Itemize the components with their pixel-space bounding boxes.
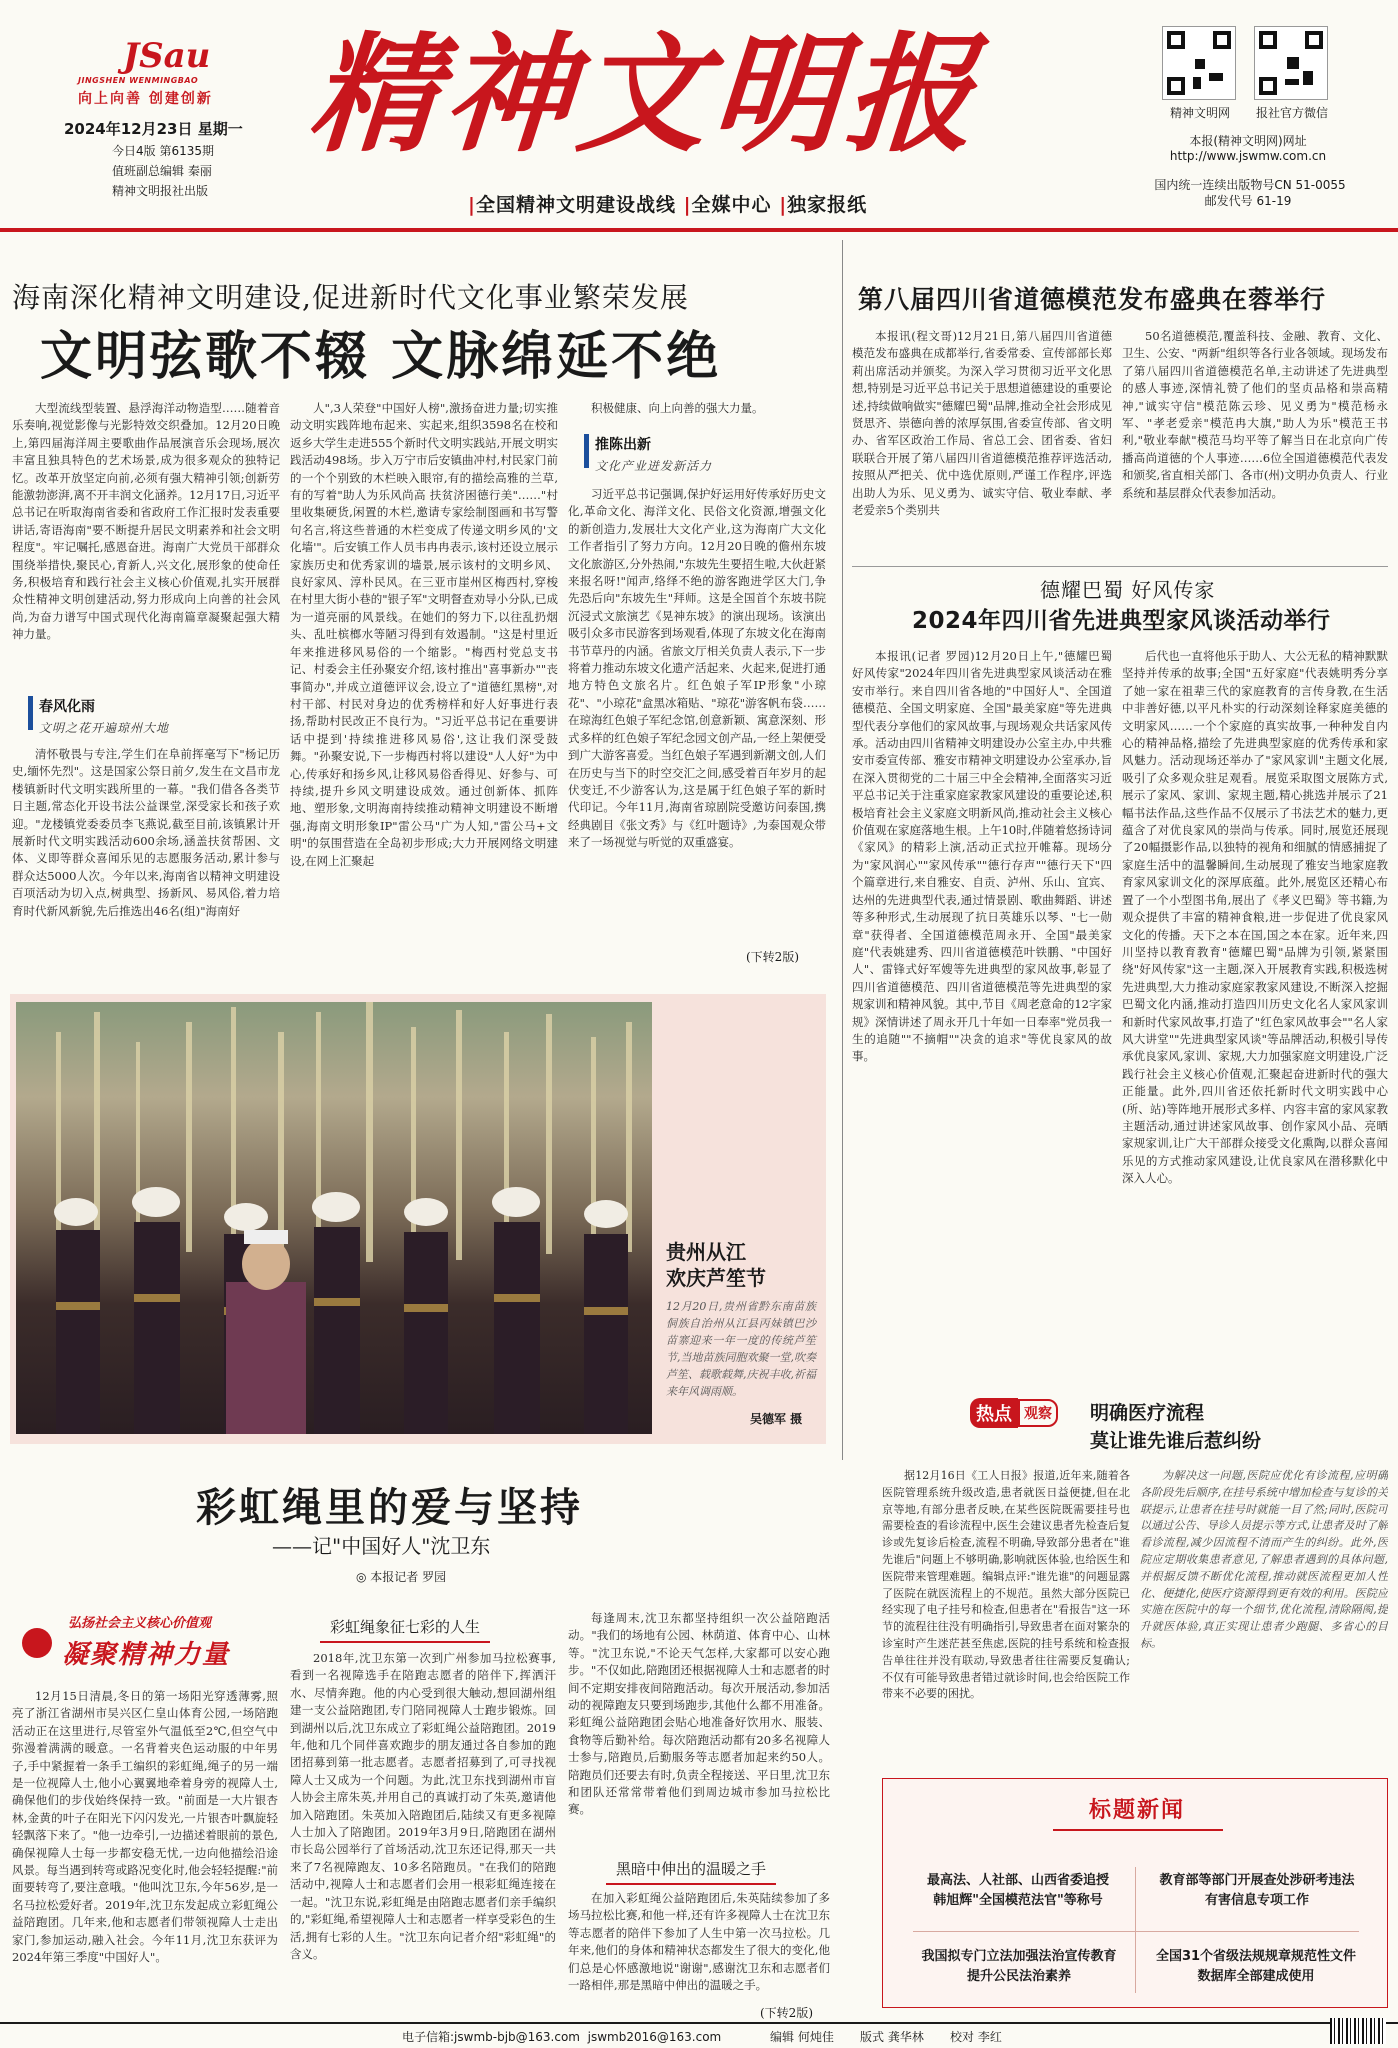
article-body: 2018年,沈卫东第一次到广州参加马拉松赛事,看到一名视障选手在陪跑志愿者的陪伴下,挥洒汗水、尽情奔跑。他的内心受到很大触动,想回湖州组建一支公益陪跑团,专门陪同视障人士跑步锻炼。回到湖州以后,沈卫东成立了彩虹绳公益陪跑团。2019年,他和几个同伴喜欢跑步的朋友通过各自参加的跑团招募到第一批志愿者。志愿者招募到了,可寻找视障人士又成为一个问题。为此,沈卫东找到湖州市盲人协会主席朱英,并用自己的真诚打动了朱英,邀请他加入陪跑团。朱英加入陪跑团后,陆续又有更多视障人士加入了陪跑团。2019年3月9日,陪跑团在湖州市长岛公园举行了首场活动,沈卫东还记得,那天一共来了7名视障跑友、10多名陪跑员。"在我们的陪跑活动中,视障人士和志愿者们会用一根彩虹绳连接在一起。"沈卫东说,彩虹绳是由陪跑志愿者们亲手编织的,"彩虹绳,希望视障人士和志愿者一样享受彩色的生活,拥有七彩的人生。"沈卫东向记者介绍"彩虹绳"的含义。 [290,1651,556,1961]
article-body: 本报讯(记者 罗园)12月20日上午,"德耀巴蜀 好风传家"2024年四川省先进典型家风谈活动在雅安市举行。来自四川省各地的"中国好人"、全国道德模范、全国文明家庭、全国"最美家庭"等先进典型代表分享他们的家风故事,与现场观众共话家风传承。活动由四川省精神文明建设办公室主办,中共雅安市委宣传部、雅安市精神文明建设办公室承办,旨在深入贯彻党的二十届三中全会精神,全面落实习近平总书记关于注重家庭家教家风建设的重要论述,积极培育社会主义家庭文明新风尚,推动社会主义核心价值观在家庭落地生根。上午10时,伴随着悠扬诗词《家风》的精彩上演,活动正式拉开帷幕。现场分为"家风润心""家风传承""德行存声""德行天下"四个篇章进行,来自雅安、自贡、泸州、乐山、宜宾、达州的先进典型代表,通过情景剧、歌曲舞蹈、讲述等多种形式,生动展现了抗日英雄乐以琴、"七一勋章"获得者、全国道德模范周永开、全国"最美家庭"代表姚建秀、四川省道德模范叶铁鹏、"中国好人"、雷锋式好军嫂等先进典型的家风故事,彰显了四川省道德模范、四川省道德模范等先进典型的家规家训和精神风貌。其中,节目《周老意命的12字家规》深情讲述了周永开几十年如一日奉率"党员我一生的追随""不摘帽""决贪的追求"等优良家风的故事。 [852,649,1112,1064]
article-body: 据12月16日《工人日报》报道,近年来,随着各医院管理系统升级改造,患者就医日益便捷,但在北京等地,有部分患者反映,在某些医院既需要挂号也需要检查的看诊流程中,医生会建议患者先检查后复诊或先复诊后检查,流程不明确,导致部分患者在"谁先谁后"问题上不够明确,影响就医体验,也给医生和医院带来管理难题。编辑点评:"谁先谁"的问题显露了医院在就医流程上的不规范。虽然大部分医院已经实现了电子挂号和检查,但患者在"看报告"这一环节的流程往往没有明确指引,导致患者在面对繁杂的诊室时产生迷茫甚至焦虑,医院的挂号系统和检查报告单往往并没有联动,导致患者往往需要反复确认;不仅有可能导致患者错过就诊时间,也会给医院工作带来不必要的困扰。 [882,1469,1130,1701]
slogan: 向上向善 创建创新 [78,91,213,107]
news-item[interactable]: 我国拟专门立法加强法治宣传教育提升公民法治素养 [921,1949,1117,1984]
site-line1: 本报(精神文明网)网址 [1189,134,1307,148]
news-box [882,1778,1388,2008]
slogan-bar: |全国精神文明建设战线 |全媒中心 |独家报纸 [468,194,868,216]
news-divider [913,1931,1359,1932]
column-divider [842,240,843,1460]
logo-sub: JINGSHEN WENMINGBAO [78,76,199,85]
article-body: 人",3人荣登"中国好人榜",激扬奋进力量;切实推动文明实践阵地布起来、实起来,组织3598名在校和返乡大学生走进555个新时代文明实践站,开展文明实践活动498场。步入万宁市后安镇曲冲村,村民家门前的一个个别致的木栏映入眼帘,有的描绘高雅的兰草,有的写着"助人为乐风尚高 扶贫济困德行美"……"村里收集硬货,闲置的木栏,邀请专家绘制图画和书写警句名言,将这些普通的木栏变成了传递文明乡风的'文化墙'"。后安镇工作人员韦冉冉表示,该村还设立展示家族历史和优秀家训的墙景,展示该村的文明乡风、良好家风、淳朴民风。在三亚市崖州区梅西村,穿梭在村里大街小巷的"银子军"文明督查劝导小分队,已成为一道亮丽的风景线。在她们的努力下,以往乱扔烟头、乱吐槟榔水等陋习得到有效遏制。"这是村里近年来推进移风易俗的一个缩影。"梅西村党总支书记、村委会主任孙聚安介绍,该村推出"喜事新办""丧事简办",并成立道德评议会,设立了"道德红黑榜",对村干部、村民对身边的优秀榜样和好人好事进行表扬,帮助村民改正不良行为。"习近平总书记在重要讲话中提到'持续推进移风易俗',这让我们深受鼓舞。"孙聚安说,下一步梅西村将以建设"人人好"为中心,传承好和扬乡风,让移风易俗香得见、好参与、可持续,提升乡风文明建设成效。通过创新体、抓阵地、塑形象,文明海南持续推动精神文明建设不断增强,海南文明形象IP"雷公马"广为人知,"雷公马+文明"的氛围营造在全岛初步形成;大力开展网络文明建设,在网上汇聚起 [290,401,558,868]
article-body: 50名道德模范,覆盖科技、金融、教育、文化、卫生、公安、"两新"组织等各行业各领域。现场发布了第八届四川省道德模范名单,主动讲述了先进典型的感人事迹,深情礼赞了他们的坚贞品格和崇高精神,"诚实守信"模范陈云珍、见义勇为"模范杨永军、"孝老爱亲"模范冉大旗,"助人为乐"模范王书利,"敬业奉献"模范马均平等了解当日在北京向广传播高尚道德的个人事迹……6位全国道德模范代表发和颁奖,省直相关部门、各市(州)文明办负责人、行业系统和基层群众代表参加活动。 [1122,329,1388,500]
lead-col-3a [568,400,826,420]
article-body: 每逢周末,沈卫东都坚持组织一次公益陪跑活动。"我们的场地有公园、林荫道、体育中心、山林等。"沈卫东说,"不论天气怎样,大家都可以安心跑步。"不仅如此,陪跑团还根据视障人士和志愿者的时间不定期安排夜间陪跑活动。每次开展活动,参加活动的视障跑友只要到场跑步,其他什么都不用准备。彩虹绳公益陪跑团会贴心地准备好饮用水、服装、食物等后勤补给。每次陪跑活动都有20多名视障人士参与,陪跑员,后勤服务等志愿者加起来约50人。陪跑员们还要去有时,负责全程接送、平日里,沈卫东和团队还常常带着他们到周边城市参加马拉松比赛。 [568,1611,830,1817]
article-body: 后代也一直将他乐于助人、大公无私的精神默默坚持并传承的故事;全国"五好家庭"代表姚明秀分享了她一家在祖辈三代的家庭教育的言传身教,在生活中非善好德,以平凡朴实的行动深刻诠释家庭美德的文明家风……一个个家庭的真实故事,一种种发自内心的精神品格,描绘了先进典型家庭的优秀传承和家风魅力。活动现场还举办了"家风家训"主题文化展,吸引了众多观众驻足观看。展览采取图文展陈方式,展示了家风、家训、家规主题,精心挑选并展示了21幅书法作品,这些作品不仅展示了书法艺术的魅力,更蕴含了对优良家风的崇尚与传承。同时,展览还展现了20幅摄影作品,以独特的视角和细腻的情感捕捉了家庭生活中的温馨瞬间,生动展现了雅安当地家庭教育家风家训文化的深厚底蕴。此外,展览区还精心布置了一个小型图书角,展出了《孝义巴蜀》等书籍,为观众提供了丰富的精神食粮,进一步促进了优良家风文化的传播。天下之本在国,国之本在家。近年来,四川坚持以教育教育"德耀巴蜀"品牌为引领,紧紧围绕"好风传家"这一主题,深入开展教育实践,积极选树先进典型,大力推动家庭家教家风建设,不断深入挖掘巴蜀文化内涵,推动打造四川历史文化名人家风家训和新时代家风故事,打造了"红色家风故事会""名人家风大讲堂""先进典型家风谈"等品牌活动,积极引导传承优良家风,家训、家规,大力加强家庭文明建设,广泛践行社会主义核心价值观,汇聚起奋进新时代的强大正能量。此外,四川省还依托新时代文明实践中心(所、站)等阵地开展形式多样、内容丰富的家风家教主题活动,通过讲述家风故事、创作家风小品、亮晒家规家训,让广大干部群众接受文化熏陶,以群众喜闻乐见的方式推动家风建设,让优良家风在潜移默化中深入人心。 [1122,649,1388,1186]
article-body: 积极健康、向上向善的强大力量。 [591,401,764,415]
commentary-col-1 [882,1468,1130,1764]
badge-line-2: 凝聚精神力量 [62,1640,231,1670]
caption-text: 12月20日,贵州省黔东南苗族侗族自治州从江县丙妹镇巴沙苗寨迎来一年一度的传统芦笙节,当地苗族同胞欢聚一堂,吹奏芦笙、载歌载舞,庆祝丰收,祈福来年风调雨顺。 [666,1300,816,1398]
cn-line: 国内统一连续出版物号CN 51-0055 [1154,178,1346,192]
masthead [0,0,1398,232]
right-top-headline: 第八届四川省道德模范发布盛典在蓉举行 [858,285,1327,314]
qr2-label: 报社官方微信 [1255,106,1328,120]
qr-code [1162,26,1236,100]
photo-credit: 吴德军 摄 [750,1412,803,1426]
news-item[interactable]: 全国31个省级法规规章规范性文件数据库全部建成使用 [1155,1949,1357,1984]
lead-col-1 [12,400,280,700]
section-title-2: 黑暗中伸出的温暖之手 [606,1854,776,1885]
article-body: 大型流线型装置、悬浮海洋动物造型……随着音乐奏响,视觉影像与光影特效交织叠加。12月20日晚上,第四届海洋周主要歌曲作品展演音乐会现场,展次丰富且独具特色的艺术场景,成为很多观众的独特记忆。改革开放坚定向前,必须有强大精神引领;创新劳能激勃澎湃,离不开丰润文化涵养。12月17日,习近平总书记在听取海南省委和省政府工作汇报时发表重要讲话,寄语海南"要不断提升居民文明素养和社会文明程度"。牢记嘱托,感恩奋进。海南广大党员干部群众围绕举措快,聚民心,育新人,兴文化,展形象的使命任务,积极培育和践行社会主义核心价值观,扎实开展群众性精神文明创建活动,努力形成向上向善的社会风尚,为奋力谱写中国式现代化海南篇章凝聚起强大精神力量。 [12,401,280,642]
footer-layout: 版式 龚华林 [860,2030,924,2044]
subhead-spring [28,696,169,736]
lead-col-3 [568,486,826,942]
news-item[interactable]: 教育部等部门开展查处涉研考违法有害信息专项工作 [1159,1873,1355,1908]
publisher-line: 精神文明报社出版 [112,184,209,198]
right-mid-kicker: 德耀巴蜀 好风传家 [1040,578,1216,602]
feature-col-1 [12,1688,278,2018]
article-body: 清怀敬畏与专注,学生们在阜前挥毫写下"杨记历史,缅怀先烈"。这是国家公祭日前夕,发生在文昌市龙楼镇新时代文明实践所里的一幕。"我们借各各类节日主题,常态化开设书法公益课堂,深受家长和孩子欢迎。"龙楼镇党委委员李飞燕说,截至目前,该镇累计开展新时代文明实践活动600余场,涵盖扶贫帮困、文体、义即等群众喜闻乐见的志愿服务活动,累计参与群众达5000人次。今年以来,海南省以精神文明建设百项活动为切入点,树典型、扬新风、易风俗,着力培育时代新风新貌,先后推选出46名(组)"海南好 [12,747,280,918]
values-badge [14,1610,270,1678]
commentary-headline-1: 明确医疗流程 [1090,1402,1205,1424]
masthead-rule [0,228,1398,232]
news-box-underline [1053,1829,1223,1831]
subhead-title: 春风化雨 [39,699,95,715]
slogan-item: 全国精神文明建设战线 [475,194,676,216]
article-body: 为解决这一问题,医院应优化有诊流程,应明确各阶段先后顺序,在挂号系统中增加检查与复诊的关联提示,让患者在挂号时就能一目了然;同时,医院可以通过公告、导诊人员提示等方式,让患者及时了解看诊流程,减少因流程不清而产生的纠纷。此外,医院应定期收集患者意见,了解患者遇到的具体问题,并根据反馈不断优化流程,推动就医流程更加人性化、便捷化,使医疗资源得到更有效的利用。医院应实施在医院中的每一个细节,优化流程,清除隔阂,提升就医体验,真正实现让患者少跑腿、多省心的目标。 [1140,1469,1388,1650]
hotspot-badge [970,1398,1058,1428]
right-mid-col-1 [852,648,1112,1438]
feature-col-3b [568,1890,830,2002]
festival-photo [16,1002,652,1434]
date-line: 2024年12月23日 星期一 [64,120,243,138]
jump-note: (下转2版) [760,2006,813,2020]
article-body: 本报讯(程文哥)12月21日,第八届四川省道德模范发布盛典在成都举行,省委常委、宣传部部长郑莉出席活动并颁奖。为深入学习贯彻习近平文化思想,特别是习近平总书记关于思想道德建设的重要论述,持续做响做实"德耀巴蜀"品牌,推动全社会形成见贤思齐、崇德向善的浓厚氛围,省委宣传部、省文明办、省军区政治工作局、省总工会、团省委、省妇联联合开展了第八届四川省道德模范推荐评选活动,按照从严把关、优中选优原则,严谨工作程序,评选出助人为乐、见义勇为、诚实守信、敬业奉献、孝老爱亲5个类别共 [852,329,1112,518]
commentary-headline-2: 莫让谁先谁后惹纠纷 [1090,1430,1262,1452]
footer [0,2028,1398,2046]
footer-email: 电子信箱:jswmb-bjb@163.com jswmb2016@163.com [402,2030,722,2044]
slogan-item: 全媒中心 [691,194,772,216]
article-body: 在加入彩虹绳公益陪跑团后,朱英陆续参加了多场马拉松比赛,和他一样,还有许多视障人士在沈卫东等志愿者的陪伴下参加了人生中第一次马拉松。几年来,他们的身体和精神状态都发生了很大的变化,他们总是心怀感激地说"谢谢",感谢沈卫东和志愿者们一路相伴,那是黑暗中伸出的温暖之手。 [568,1891,830,1993]
badge-line-1: 弘扬社会主义核心价值观 [68,1616,212,1631]
feature-col-3a [568,1610,830,1844]
footer-rule [0,2022,1398,2024]
feature-col-2 [290,1650,556,2018]
caption-title-1: 贵州从江 [666,1240,746,1264]
logo [78,36,258,106]
photo-illustration [16,1002,652,1434]
subhead-title: 推陈出新 [595,437,651,453]
hotspot-tag: 观察 [1018,1399,1058,1427]
feature-byline: ◎ 本报记者 罗园 [356,1570,447,1584]
feature-headline: 彩虹绳里的爱与坚持 [196,1485,583,1531]
hotspot-tag: 热点 [970,1398,1018,1428]
feature-subhead: ——记"中国好人"沈卫东 [272,1534,491,1558]
lead-kicker: 海南深化精神文明建设,促进新时代文化事业繁荣发展 [12,281,689,314]
news-item[interactable]: 最高法、人社部、山西省委追授韩旭辉"全国模范法官"等称号 [926,1873,1109,1908]
subhead-innovate [584,434,712,474]
section-title-1: 彩虹绳象征七彩的人生 [320,1612,490,1643]
photo-feature [10,994,826,1444]
lead-headline: 文明弦歌不辍 文脉绵延不绝 [40,327,722,387]
right-mid-col-2 [1122,648,1388,1438]
qr-code [1254,26,1328,100]
flag-icon [22,1628,52,1658]
barcode-icon [1330,2018,1386,2044]
news-box-title: 标题新闻 [1089,1798,1186,1823]
article-body: 习近平总书记强调,保护好运用好传承好历史文化,革命文化、海洋文化、民俗文化资源,增强文化的新创造力,发展壮大文化产业,这为海南广大文化工作者指引了努力方向。12月20日晚的儋州东坡文化旅游区,分外热闹,"东坡先生要招生啦,大伙赶紧来报名呀!"闻声,络绎不绝的游客跑进学区大门,争先恐后向"东坡先生"拜师。这是全国首个东坡书院沉浸式文旅演艺《晃神东坡》的演出现场。该演出吸引众多市民游客到场观看,体现了东坡文化在海南书节草丹的内涵。省旅文厅相关负责人表示,下一步将着力推动东坡文化遗产活起来、火起来,促进打通地方特色文旅名片。红色娘子军IP形象"小琼花"、"小琼花"盒黑冰箱贴、"琼花"游客帆布袋……在琼海红色娘子军纪念馆,创意新颖、寓意深刻、形式多样的红色娘子军纪念园文创产品,一经上架便受到广大游客喜爱。当红色娘子军遇到新潮文创,人们在历史与当下的时空交汇之间,感受着百年岁月的起伏变迁,不少游客认为,这是属于红色娘子军的新时代印记。今年11月,海南省琼剧院受邀访问泰国,携经典剧目《张文秀》与《红叶题诗》,为泰国观众带来了一场视觉与听觉的双重盛宴。 [568,487,826,850]
post-line: 邮发代号 61-19 [1204,194,1292,208]
qr1-label: 精神文明网 [1169,106,1230,120]
article-body: 12月15日清晨,冬日的第一场阳光穿透薄雾,照亮了浙江省湖州市吴兴区仁皇山体育公园,一场陪跑活动正在这里进行,尽管室外气温低至2℃,但空气中弥漫着满满的暖意。一名背着夹色运动服的中年男子,手中紧握着一条手工编织的彩虹绳,绳子的另一端是一位视障人士,他小心翼翼地牵着身旁的视障人士,确保他们的步伐始终保持一致。"前面是一大片银杏林,金黄的叶子在阳光下闪闪发光,一片银杏叶飘旋轻轻飘落下来了。"他一边牵引,一边描述着眼前的景色,确保视障人士每一步都安稳无忧,一边向他描绘沿途风景。每当遇到转弯或路况变化时,他会轻轻提醒:"前面要转弯了,要注意哦。"他叫沈卫东,今年56岁,是一名马拉松爱好者。2019年,沈卫东发起成立彩虹绳公益陪跑团。几年来,他和志愿者们带领视障人士走出家门,参加运动,融入社会。今年11月,沈卫东获评为2024年第三季度"中国好人"。 [12,1689,278,1965]
logo-main: JSau [123,36,211,76]
lead-col-2 [290,400,558,966]
right-top-col-2 [1122,328,1388,560]
right-top-col-1 [852,328,1112,560]
subhead-sub: 文化产业迸发新活力 [595,459,713,473]
slogan-item: 独家报纸 [787,194,868,216]
footer-editor: 编辑 何炖佳 [770,2030,834,2044]
commentary-col-2 [1140,1468,1388,1764]
caption-title-2: 欢庆芦笙节 [666,1266,766,1290]
jump-note: (下转2版) [746,950,799,964]
issue-line: 今日4版 第6135期 [112,144,214,158]
masthead-title: 精神文明报 [304,20,986,170]
site-line2: http://www.jswmw.com.cn [1169,149,1327,163]
divider [852,566,1388,567]
footer-proof: 校对 李红 [950,2030,1002,2044]
lead-col-1b [12,746,280,966]
editor-line: 值班副总编辑 秦丽 [112,164,212,178]
news-divider [1135,1867,1136,1993]
subhead-sub: 文明之花开遍琼州大地 [39,721,170,735]
right-mid-headline: 2024年四川省先进典型家风谈活动举行 [912,608,1331,634]
